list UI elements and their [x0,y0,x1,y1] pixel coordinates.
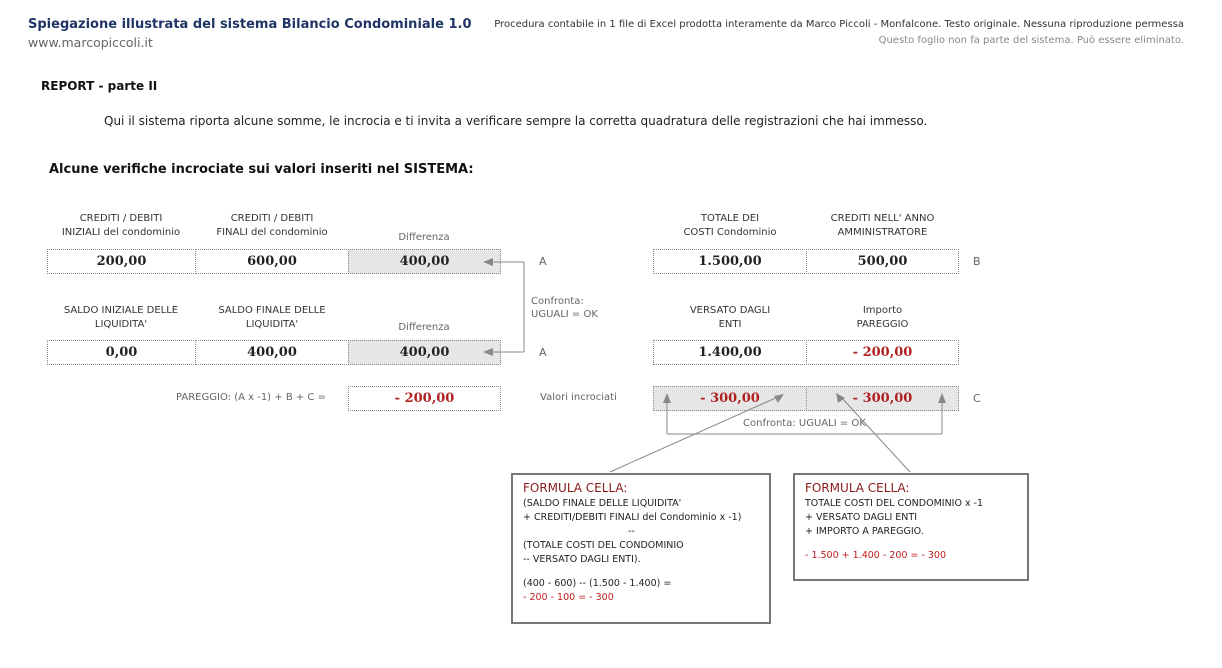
formula-line: + CREDITI/DEBITI FINALI del Condominio x -1) [523,512,742,523]
cell-crediti-finali[interactable]: 600,00 [195,249,349,274]
website-link[interactable]: www.marcopiccoli.it [28,35,153,50]
note-line: UGUALI = OK [531,309,598,320]
formula-line: + VERSATO DAGLI ENTI [805,512,918,523]
marker-a-2: A [539,346,547,359]
cell-crediti-iniziali[interactable]: 200,00 [47,249,196,274]
formula-line: TOTALE COSTI DEL CONDOMINIO x -1 [805,498,984,509]
label-line: CREDITI / DEBITI [79,213,163,224]
intro-text: Qui il sistema riporta alcune somme, le incrocia e ti invita a verificare sempre la corretta quadratura delle registrazioni che hai immesso. [104,114,928,128]
label-line: SALDO INIZIALE DELLE [63,305,179,316]
pareggio-label: PAREGGIO: (A x -1) + B + C = [176,392,326,403]
formula-line: (SALDO FINALE DELLE LIQUIDITA' [523,498,682,509]
cell-saldo-finale[interactable]: 400,00 [195,340,349,365]
formula-line: -- [628,526,635,537]
label-line: INIZIALI del condominio [61,227,181,238]
formula-line: - 1.500 + 1.400 - 200 = - 300 [805,550,947,561]
label-line: PAREGGIO [856,319,909,330]
formula-title: FORMULA CELLA: [523,481,628,495]
formula-line: + IMPORTO A PAREGGIO. [805,526,924,537]
label-differenza-2: Differenza [398,322,450,333]
formula-title: FORMULA CELLA: [805,481,910,495]
marker-a: A [539,255,547,268]
formula-line: - 200 - 100 = - 300 [523,592,614,603]
cell-valore-incrociato-2[interactable]: - 300,00 [806,386,959,411]
formula-box-2 [793,473,1029,581]
cell-versato-enti[interactable]: 1.400,00 [653,340,807,365]
label-line: Importo [862,305,903,316]
label-line: LIQUIDITA' [245,319,299,330]
formula-line: -- VERSATO DAGLI ENTI). [523,554,641,565]
copyright-note: Procedura contabile in 1 file di Excel prodotta interamente da Marco Piccoli - Monfalcone. Testo originale. Nessuna riproduzione permessa [494,19,1184,30]
label-line: CREDITI / DEBITI [230,213,314,224]
label-differenza: Differenza [398,232,450,243]
note-line: Confronta: [531,296,584,307]
label-line: VERSATO DAGLI [689,305,771,316]
cell-pareggio[interactable]: - 200,00 [348,386,501,411]
label-line: TOTALE DEI [700,213,760,224]
confronta-uguali-c: Confronta: UGUALI = OK [743,418,866,429]
label-line: ENTI [718,319,742,330]
formula-line: (400 - 600) -- (1.500 - 1.400) = [523,578,672,589]
cell-totale-costi[interactable]: 1.500,00 [653,249,807,274]
label-line: CREDITI NELL' ANNO [830,213,935,224]
cell-crediti-amministratore[interactable]: 500,00 [806,249,959,274]
label-line: LIQUIDITA' [94,319,148,330]
section-title: Alcune verifiche incrociate sui valori inseriti nel SISTEMA: [49,162,474,177]
cell-saldo-iniziale[interactable]: 0,00 [47,340,196,365]
label-line: AMMINISTRATORE [837,227,928,238]
formula-line: (TOTALE COSTI DEL CONDOMINIO [523,540,684,551]
label-line: FINALI del condominio [216,227,328,238]
formula-box-1 [511,473,771,624]
marker-b: B [973,255,981,268]
marker-c: C [973,392,981,405]
document-title: Spiegazione illustrata del sistema Bilancio Condominiale 1.0 [28,17,472,32]
label-line: SALDO FINALE DELLE [218,305,326,316]
cell-valore-incrociato-1[interactable]: - 300,00 [653,386,807,411]
cell-importo-pareggio[interactable]: - 200,00 [806,340,959,365]
cell-differenza-crediti[interactable]: 400,00 [348,249,501,274]
report-title: REPORT - parte II [41,79,158,93]
cell-differenza-liquidita[interactable]: 400,00 [348,340,501,365]
valori-incrociati-label: Valori incrociati [540,392,617,403]
removable-note: Questo foglio non fa parte del sistema. Può essere eliminato. [878,35,1184,46]
label-line: COSTI Condominio [683,227,777,238]
